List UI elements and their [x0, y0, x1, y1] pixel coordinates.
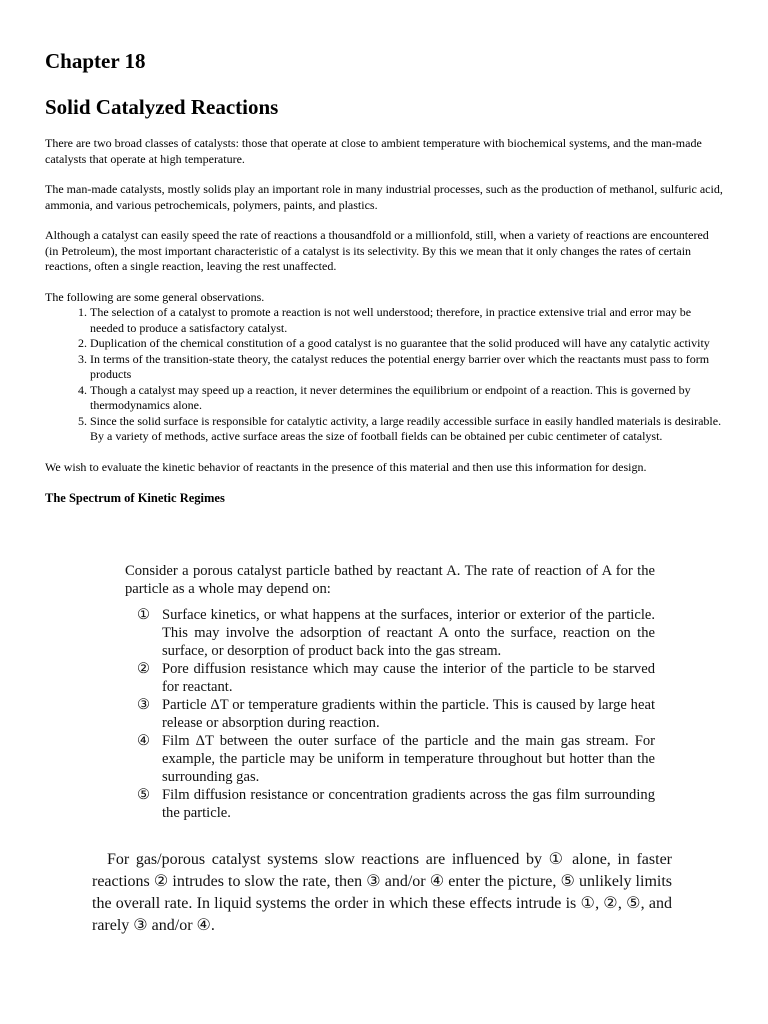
section-heading: The Spectrum of Kinetic Regimes [45, 491, 225, 505]
textbook-excerpt [125, 562, 655, 822]
excerpt-intro: Consider a porous catalyst particle bathed by reactant A. The rate of reaction of A for the particle as a whole may depend on: [125, 563, 655, 597]
excerpt-factor-text: Surface kinetics, or what happens at the surfaces, interior or exterior of the particle. This may involve the adsorption of reactant A onto the surface, reaction on the surface, or desorption of product back into the gas stream. [162, 607, 655, 659]
observation-item: 4. Though a catalyst may speed up a reaction, it never determines the equilibrium or endpoint of a reaction. This is governed by thermodynamics alone. [90, 383, 725, 414]
observation-item: 1. The selection of a catalyst to promote a reaction is not well understood; therefore, in practice extensive trial and error may be needed to produce a satisfactory catalyst. [90, 305, 725, 336]
chapter-title: Solid Catalyzed Reactions [45, 95, 279, 119]
excerpt-factor-item [125, 606, 655, 660]
excerpt-factor-item [125, 732, 655, 786]
excerpt-factor-text: Film diffusion resistance or concentration gradients across the gas film surrounding the particle. [162, 787, 655, 821]
document-page [45, 48, 725, 506]
excerpt-factor-list [125, 606, 655, 822]
observation-item: 5. Since the solid surface is responsible for catalytic activity, a large readily accessible surface in easily handled materials is desirable. By a variety of methods, active surface areas the size of football fields can be obtained per cubic centimeter of catalyst. [90, 414, 725, 445]
excerpt-factor-text: Pore diffusion resistance which may cause the interior of the particle to be starved for reactant. [162, 661, 655, 695]
circled-number-marker: ④ [137, 733, 151, 749]
paragraph-observations-intro: The following are some general observations. [45, 289, 265, 304]
paragraph-design-goal: We wish to evaluate the kinetic behavior of reactants in the presence of this material and then use this information for design. [45, 459, 647, 474]
observation-item: 2. Duplication of the chemical constitution of a good catalyst is no guarantee that the solid produced will have any catalytic activity [90, 336, 725, 352]
chapter-label: Chapter 18 [45, 49, 146, 73]
paragraph-man-made-catalysts: The man-made catalysts, mostly solids play an important role in many industrial processes, such as the production of methanol, sulfuric acid, ammonia, and various petrochemicals, polymers, paints, and plastics. [45, 182, 723, 212]
excerpt-factor-text: Film ΔT between the outer surface of the particle and the main gas stream. For example, the particle may be uniform in temperature throughout but hotter than the surrounding gas. [162, 733, 655, 785]
circled-number-marker: ③ [137, 697, 151, 713]
excerpt-factor-item [125, 786, 655, 822]
circled-number-marker: ② [137, 661, 151, 677]
observation-item: 3. In terms of the transition-state theory, the catalyst reduces the potential energy barrier over which the reactants must pass to form products [90, 352, 725, 383]
circled-number-marker: ⑤ [137, 787, 151, 803]
observations-list [45, 305, 725, 445]
circled-number-marker: ① [137, 607, 151, 623]
paragraph-selectivity: Although a catalyst can easily speed the rate of reactions a thousandfold or a millionfold, still, when a variety of reactions are encountered (in Petroleum), the most important characteristic of a catalyst is its selectivity. By this we mean that it only changes the rates of certain reactions, often a single reaction, leaving the rest unaffected. [45, 228, 709, 273]
excerpt-closing-paragraph: For gas/porous catalyst systems slow reactions are influenced by ① alone, in faster reactions ② intrudes to slow the rate, then ③ and/or ④ enter the picture, ⑤ unlikely limits the overall rate. In liquid systems the order in which these effects intrude is ①, ②, ⑤, and rarely ③ and/or ④. [92, 851, 672, 934]
paragraph-catalyst-classes: There are two broad classes of catalysts: those that operate at close to ambient temperature with biochemical systems, and the man-made catalysts that operate at high temperature. [45, 136, 702, 166]
excerpt-factor-item [125, 660, 655, 696]
excerpt-factor-text: Particle ΔT or temperature gradients within the particle. This is caused by large heat release or absorption during reaction. [162, 697, 655, 731]
excerpt-factor-item [125, 696, 655, 732]
